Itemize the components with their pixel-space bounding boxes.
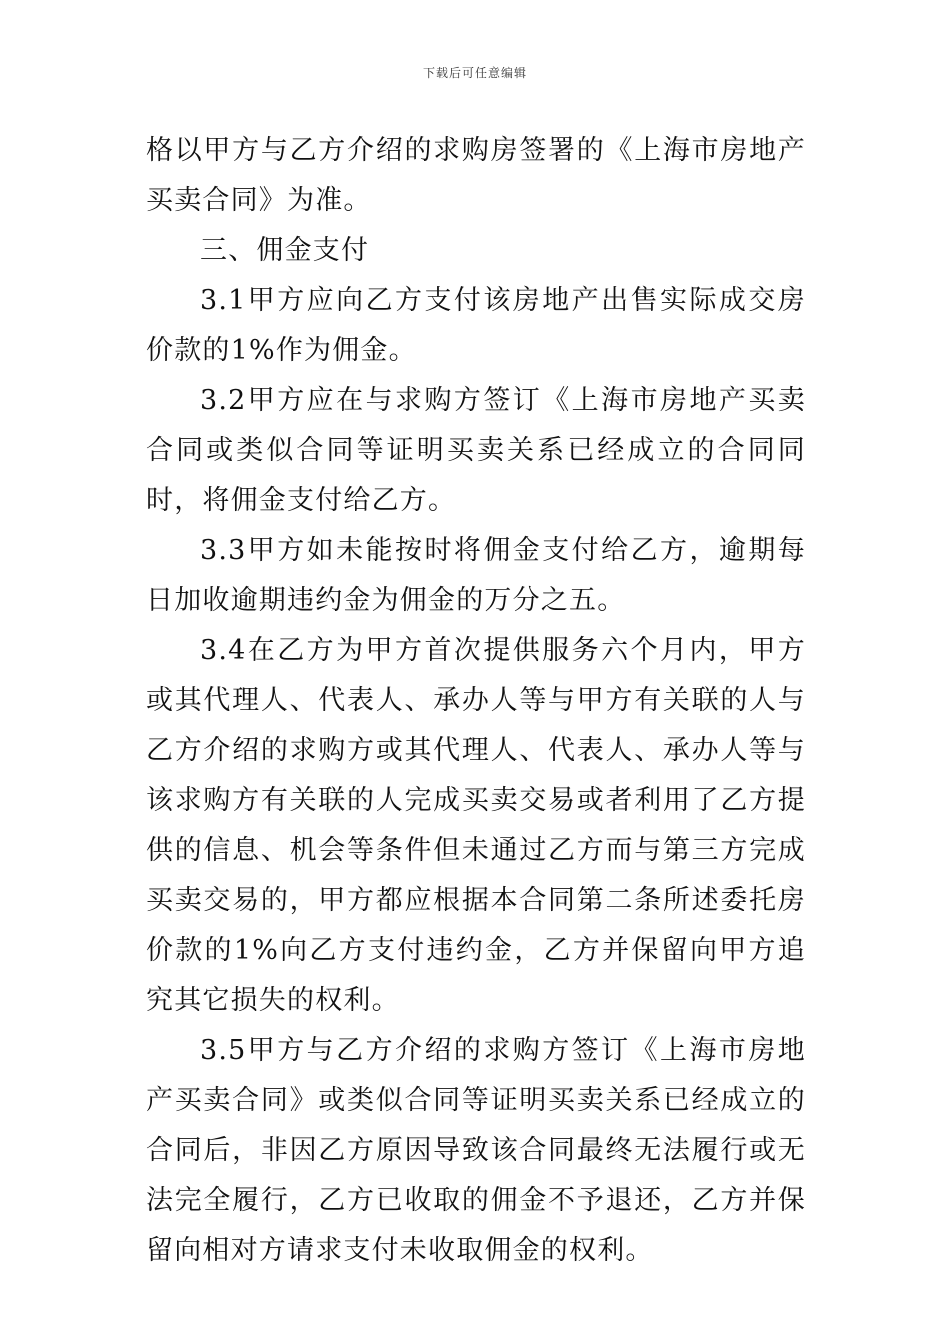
document-body — [146, 126, 806, 1276]
clause-3-1: 3.1甲方应向乙方支付该房地产出售实际成交房价款的1%作为佣金。 — [146, 285, 806, 366]
clause-3-2: 3.2甲方应在与求购方签订《上海市房地产买卖合同或类似合同等证明买卖关系已经成立的合同同时，将佣金支付给乙方。 — [146, 385, 806, 516]
paragraph-continuation: 格以甲方与乙方介绍的求购房签署的《上海市房地产买卖合同》为准。 — [146, 135, 806, 216]
page-header: 下载后可任意编辑 — [422, 66, 527, 80]
clause-3-5: 3.5甲方与乙方介绍的求购方签订《上海市房地产买卖合同》或类似合同等证明买卖关系已经成立的合同后，非因乙方原因导致该合同最终无法履行或无法完全履行，乙方已收取的佣金不予退还，乙方并保留向相对方请求支付未收取佣金的权利。 — [146, 1035, 806, 1266]
clause-3-3: 3.3甲方如未能按时将佣金支付给乙方，逾期每日加收逾期违约金为佣金的万分之五。 — [146, 535, 806, 616]
section-heading-commission: 三、佣金支付 — [200, 235, 370, 266]
clause-3-4: 3.4在乙方为甲方首次提供服务六个月内，甲方或其代理人、代表人、承办人等与甲方有关联的人与乙方介绍的求购方或其代理人、代表人、承办人等与该求购方有关联的人完成买卖交易或者利用了乙方提供的信息、机会等条件但未通过乙方而与第三方完成买卖交易的，甲方都应根据本合同第二条所述委托房价款的1%向乙方支付违约金，乙方并保留向甲方追究其它损失的权利。 — [146, 635, 806, 1016]
